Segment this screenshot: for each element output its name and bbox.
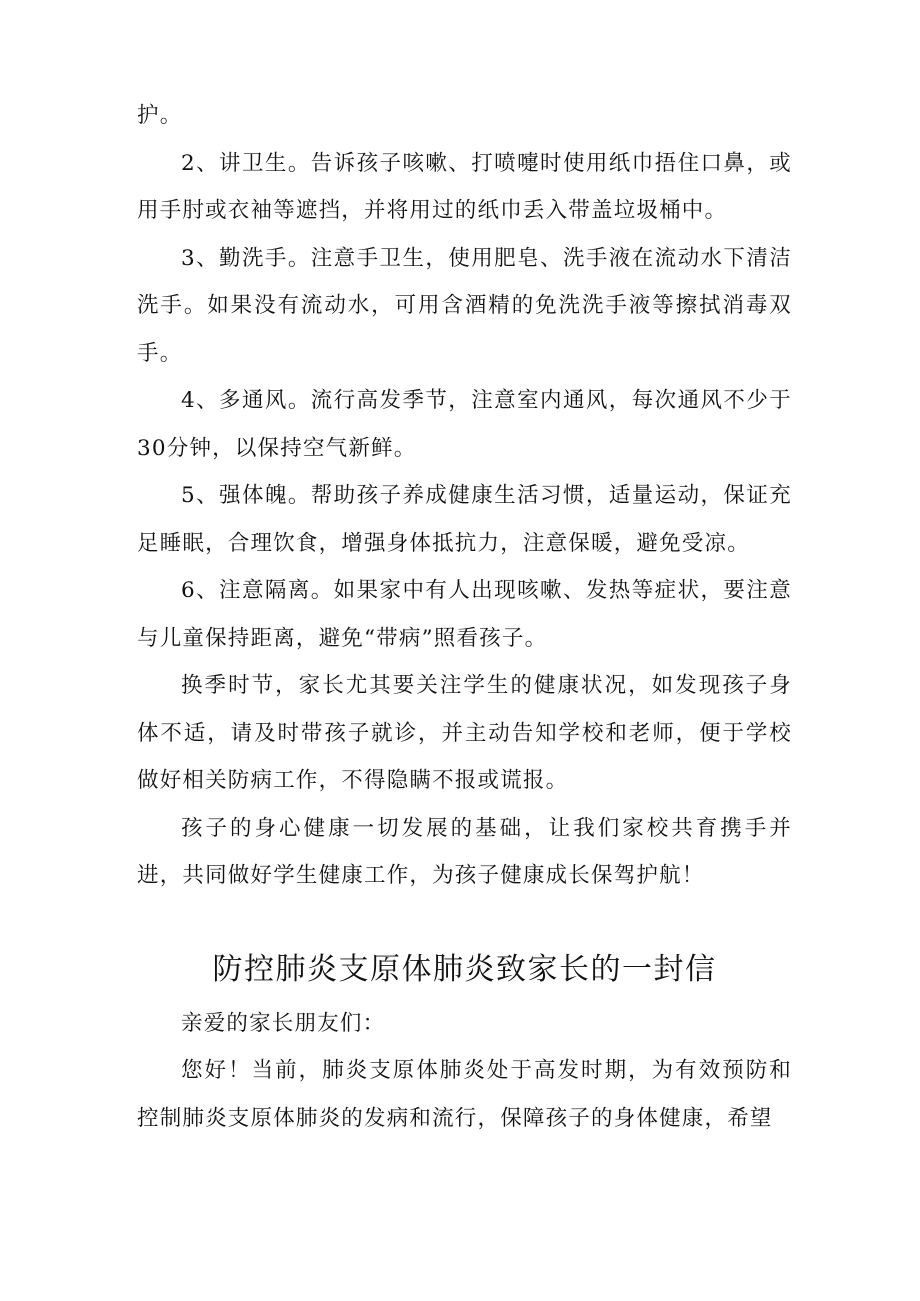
paragraph-salutation: 亲爱的家长朋友们： xyxy=(181,1010,386,1036)
paragraph-closing: 孩子的身心健康一切发展的基础，让我们家校共育携手并进，共同做好学生健康工作，为孩子健康成长保驾护航！ xyxy=(137,815,792,888)
body-text-after-title xyxy=(137,1000,792,1143)
paragraph-greeting: 您好！当前，肺炎支原体肺炎处于高发时期，为有效预防和控制肺炎支原体肺炎的发病和流行，保障孩子的身体健康，希望 xyxy=(137,1058,792,1131)
paragraph-season-notice: 换季时节，家长尤其要关注学生的健康状况，如发现孩子身体不适，请及时带孩子就诊，并主动告知学校和老师，便于学校做好相关防病工作，不得隐瞒不报或谎报。 xyxy=(137,673,792,793)
paragraph-item-hygiene: 2、讲卫生。告诉孩子咳嗽、打喷嚏时使用纸巾捂住口鼻，或用手肘或衣袖等遮挡，并将用过的纸巾丢入带盖垃圾桶中。 xyxy=(137,150,792,223)
letter-title: 防控肺炎支原体肺炎致家长的一封信 xyxy=(212,951,717,987)
paragraph-item-fitness: 5、强体魄。帮助孩子养成健康生活习惯，适量运动，保证充足睡眠，合理饮食，增强身体抵抗力，注意保暖，避免受凉。 xyxy=(137,483,792,556)
body-text-before-title xyxy=(137,92,792,900)
paragraph-continuation: 护。 xyxy=(137,103,183,128)
paragraph-item-ventilation: 4、多通风。流行高发季节，注意室内通风，每次通风不少于30分钟，以保持空气新鲜。 xyxy=(137,388,792,461)
paragraph-item-isolation: 6、注意隔离。如果家中有人出现咳嗽、发热等症状，要注意与儿童保持距离，避免“带病”照看孩子。 xyxy=(137,578,792,651)
paragraph-item-handwashing: 3、勤洗手。注意手卫生，使用肥皂、洗手液在流动水下清洁洗手。如果没有流动水，可用含酒精的免洗洗手液等擦拭消毒双手。 xyxy=(137,245,792,366)
